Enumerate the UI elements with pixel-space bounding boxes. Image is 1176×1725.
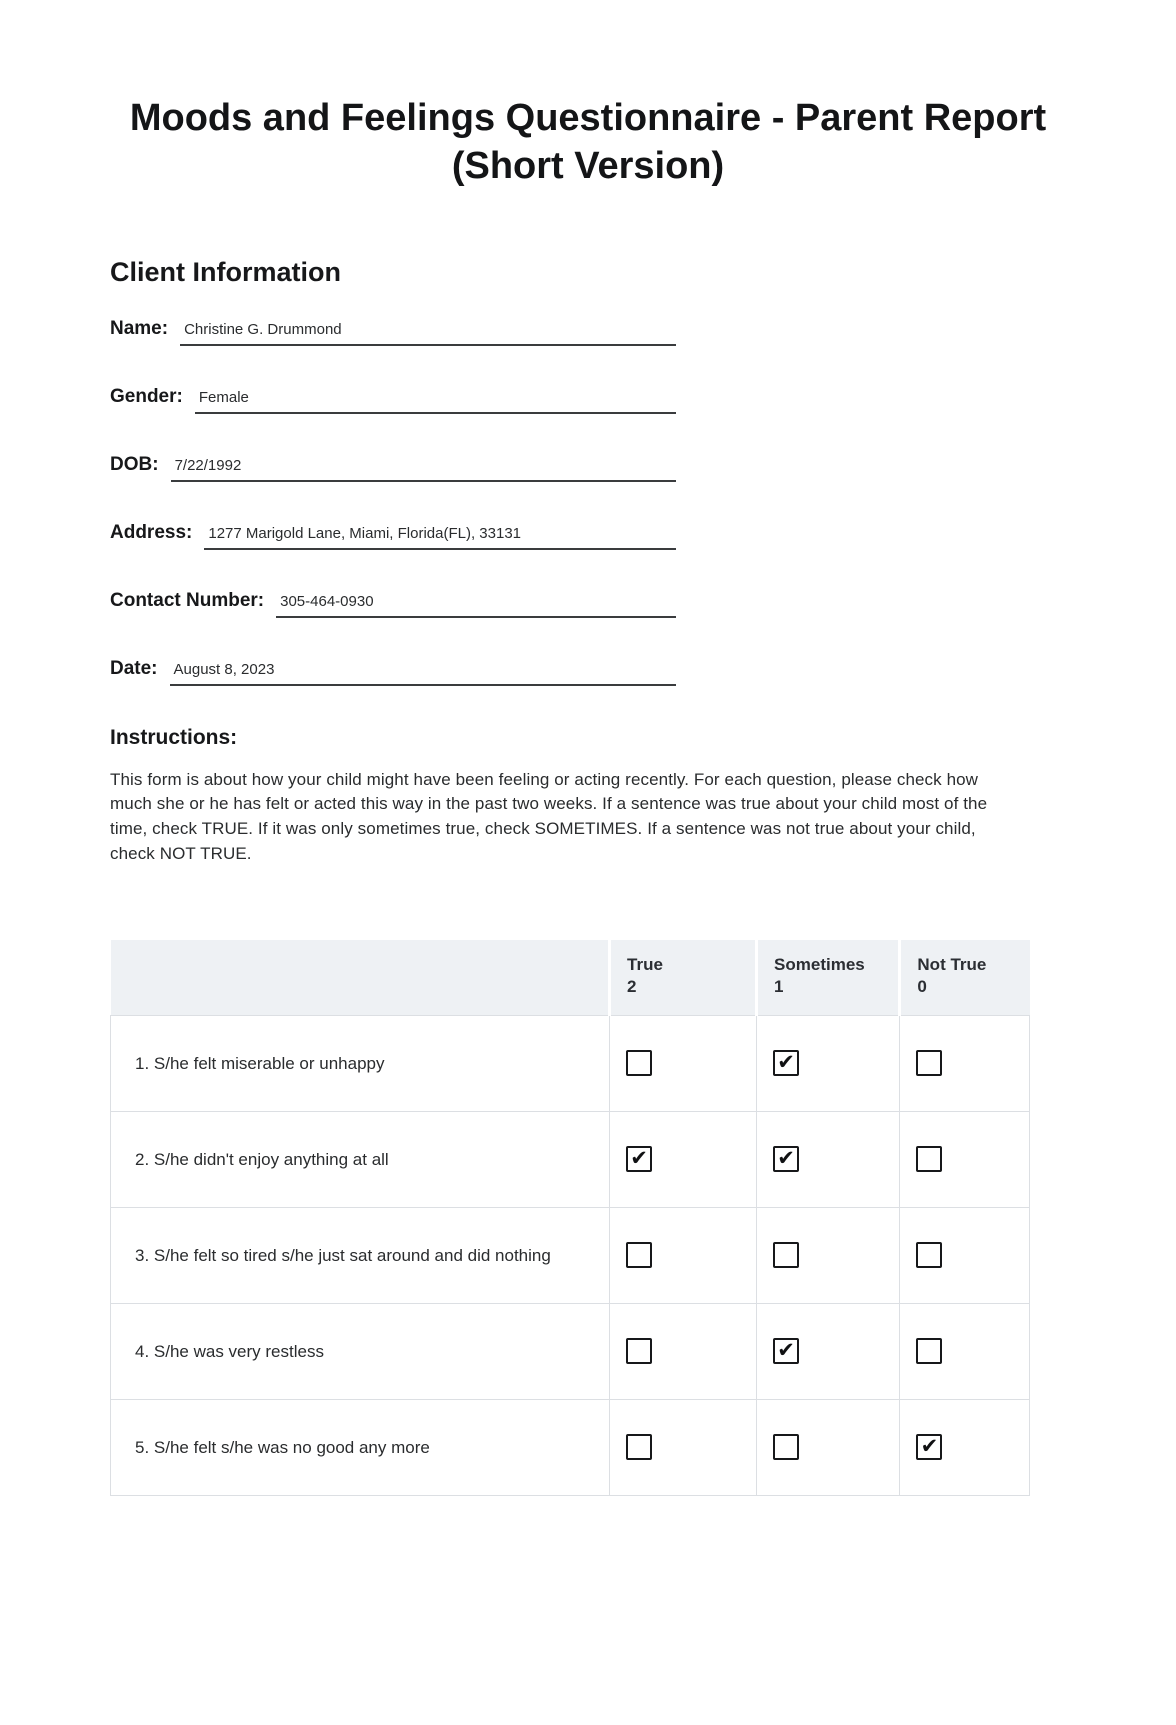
column-sometimes-score: 1	[774, 976, 784, 996]
checkbox-q2-sometimes[interactable]: ✔	[773, 1146, 799, 1172]
checkbox-q1-true[interactable]	[626, 1050, 652, 1076]
dob-label: DOB:	[110, 453, 159, 475]
address-value[interactable]: 1277 Marigold Lane, Miami, Florida(FL), 33131	[204, 525, 676, 550]
checkbox-q2-not-true[interactable]	[916, 1146, 942, 1172]
question-1-text: 1. S/he felt miserable or unhappy	[135, 1053, 385, 1073]
question-3-text: 3. S/he felt so tired s/he just sat around and did nothing	[135, 1245, 551, 1265]
checkbox-q3-true[interactable]	[626, 1242, 652, 1268]
instructions-heading: Instructions:	[110, 725, 238, 749]
document-title: Moods and Feelings Questionnaire - Parent Report (Short Version)	[129, 97, 1047, 187]
field-row-address	[110, 522, 676, 550]
column-header-sometimes	[757, 940, 900, 1015]
question-row-3	[111, 1207, 1030, 1303]
document-page	[0, 95, 1176, 1496]
client-information-heading: Client Information	[110, 256, 341, 287]
checkbox-q3-not-true[interactable]	[916, 1242, 942, 1268]
contact-number-label: Contact Number:	[110, 589, 265, 611]
checkbox-q5-sometimes[interactable]	[773, 1434, 799, 1460]
column-header-true	[610, 940, 757, 1015]
contact-number-value[interactable]: 305-464-0930	[276, 593, 676, 618]
question-5-text: 5. S/he felt s/he was no good any more	[135, 1437, 430, 1457]
name-label: Name:	[110, 317, 169, 339]
checkbox-q4-true[interactable]	[626, 1338, 652, 1364]
column-sometimes-label: Sometimes	[774, 955, 865, 975]
column-true-label: True	[627, 955, 663, 975]
column-header-not-true	[900, 940, 1030, 1015]
field-row-name	[110, 318, 676, 346]
field-row-date	[110, 658, 676, 686]
question-row-5	[111, 1399, 1030, 1495]
instructions-paragraph: This form is about how your child might have been feeling or acting recently. For each question, please check how much she or he has felt or acted this way in the past two weeks. If a sentence was true about your child most of the time, check TRUE. If it was only sometimes true, check SOMETIMES. If a sentence was not true about your child, check NOT TRUE.	[110, 769, 988, 863]
question-row-2	[111, 1111, 1030, 1207]
client-information-section	[110, 318, 1066, 686]
gender-label: Gender:	[110, 385, 183, 407]
dob-value[interactable]: 7/22/1992	[171, 457, 676, 482]
checkbox-q2-true[interactable]: ✔	[626, 1146, 652, 1172]
date-label: Date:	[110, 657, 158, 679]
checkbox-q1-not-true[interactable]	[916, 1050, 942, 1076]
checkbox-q4-sometimes[interactable]: ✔	[773, 1338, 799, 1364]
checkbox-q5-true[interactable]	[626, 1434, 652, 1460]
field-row-dob	[110, 454, 676, 482]
questionnaire-table	[110, 940, 1030, 1496]
checkbox-q4-not-true[interactable]	[916, 1338, 942, 1364]
field-row-gender	[110, 386, 676, 414]
name-value[interactable]: Christine G. Drummond	[180, 321, 676, 346]
date-value[interactable]: August 8, 2023	[170, 661, 676, 686]
question-row-4	[111, 1303, 1030, 1399]
question-2-text: 2. S/he didn't enjoy anything at all	[135, 1149, 389, 1169]
question-row-1	[111, 1015, 1030, 1111]
questionnaire-header-row	[111, 940, 1030, 1015]
question-4-text: 4. S/he was very restless	[135, 1341, 324, 1361]
gender-value[interactable]: Female	[195, 389, 676, 414]
checkbox-q3-sometimes[interactable]	[773, 1242, 799, 1268]
checkbox-q5-not-true[interactable]: ✔	[916, 1434, 942, 1460]
column-true-score: 2	[627, 976, 637, 996]
column-not-true-score: 0	[917, 976, 927, 996]
checkbox-q1-sometimes[interactable]: ✔	[773, 1050, 799, 1076]
field-row-contact-number	[110, 590, 676, 618]
question-column-header	[111, 940, 610, 1015]
address-label: Address:	[110, 521, 193, 543]
column-not-true-label: Not True	[917, 955, 987, 975]
